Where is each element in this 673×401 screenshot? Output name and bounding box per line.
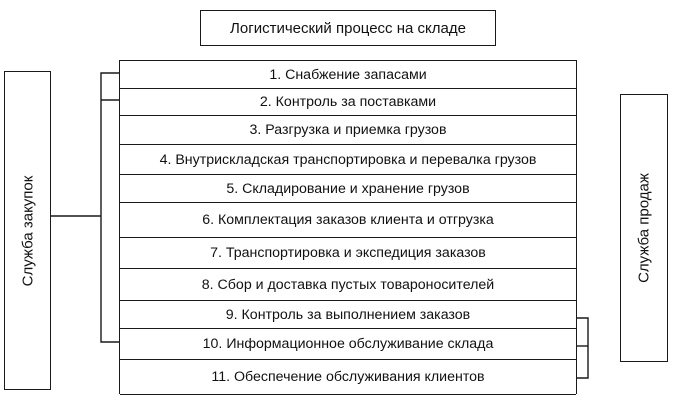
sales-service-box <box>620 94 668 362</box>
process-step: 8. Сбор и доставка пустых товароносителей <box>120 269 576 301</box>
process-steps-list <box>119 60 577 394</box>
process-step: 1. Снабжение запасами <box>120 61 576 89</box>
purchasing-service-box <box>4 71 51 390</box>
right-bracket-line <box>577 318 588 378</box>
purchasing-service-label: Служба закупок <box>19 175 36 286</box>
process-step: 3. Разгрузка и приемка грузов <box>120 116 576 145</box>
left-bracket-line <box>101 73 119 342</box>
process-step: 2. Контроль за поставками <box>120 89 576 116</box>
sales-service-label: Служба продаж <box>635 173 653 283</box>
process-step: 11. Обеспечение обслуживания клиентов <box>120 360 576 395</box>
process-step: 7. Транспортировка и экспедиция заказов <box>120 238 576 269</box>
process-step: 4. Внутрискладская транспортировка и перевалка грузов <box>120 145 576 175</box>
process-title: Логистический процесс на складе <box>230 19 466 37</box>
process-step: 5. Складирование и хранение грузов <box>120 175 576 203</box>
process-step: 10. Информационное обслуживание склада <box>120 329 576 360</box>
process-step: 6. Комплектация заказов клиента и отгрузка <box>120 203 576 238</box>
process-title-box <box>200 10 496 46</box>
process-step: 9. Контроль за выполнением заказов <box>120 301 576 329</box>
